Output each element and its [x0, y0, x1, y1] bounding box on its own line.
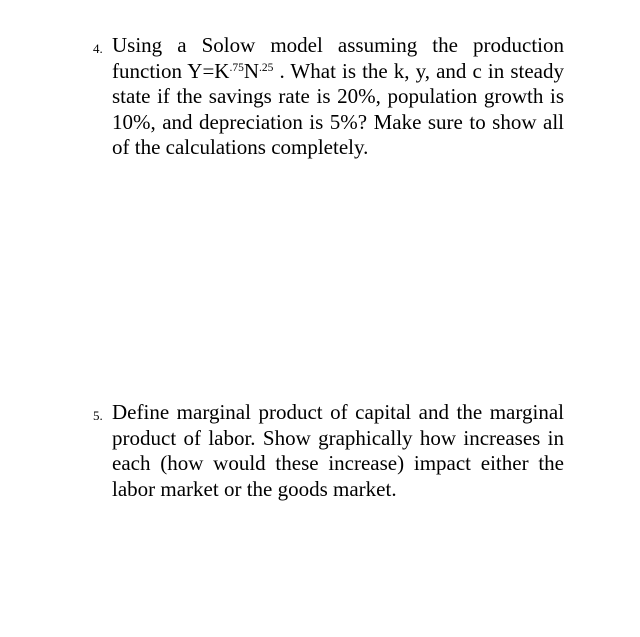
exponent-n: .25: [259, 61, 274, 74]
exponent-k: .75: [229, 61, 244, 74]
question-5-line-2: product of labor. Show graphically how increases in: [112, 425, 564, 450]
production-function-n: N: [243, 58, 260, 83]
question-4-line-1: Using a Solow model assuming the production: [112, 33, 564, 57]
production-function-prefix: function Y=K: [112, 58, 230, 83]
question-4-line-5: of the calculations completely.: [112, 135, 369, 160]
question-4-text: [112, 33, 564, 161]
question-5-line-3: each (how would these increase) impact either the: [112, 451, 564, 476]
question-4-number: 4.: [93, 41, 103, 56]
question-5: [93, 400, 564, 502]
question-4-line-2-rest: . What is the k, y, and c in steady: [273, 58, 564, 83]
question-5-text: [112, 400, 564, 502]
question-4: [93, 33, 564, 161]
question-4-line-3: state if the savings rate is 20%, population growth is: [112, 84, 564, 109]
question-5-number: 5.: [93, 408, 103, 423]
question-5-line-4: labor market or the goods market.: [112, 476, 397, 501]
question-4-line-2: [112, 59, 564, 85]
question-4-line-4: 10%, and depreciation is 5%? Make sure to show all: [112, 109, 564, 134]
question-5-line-1: Define marginal product of capital and the marginal: [112, 400, 564, 424]
